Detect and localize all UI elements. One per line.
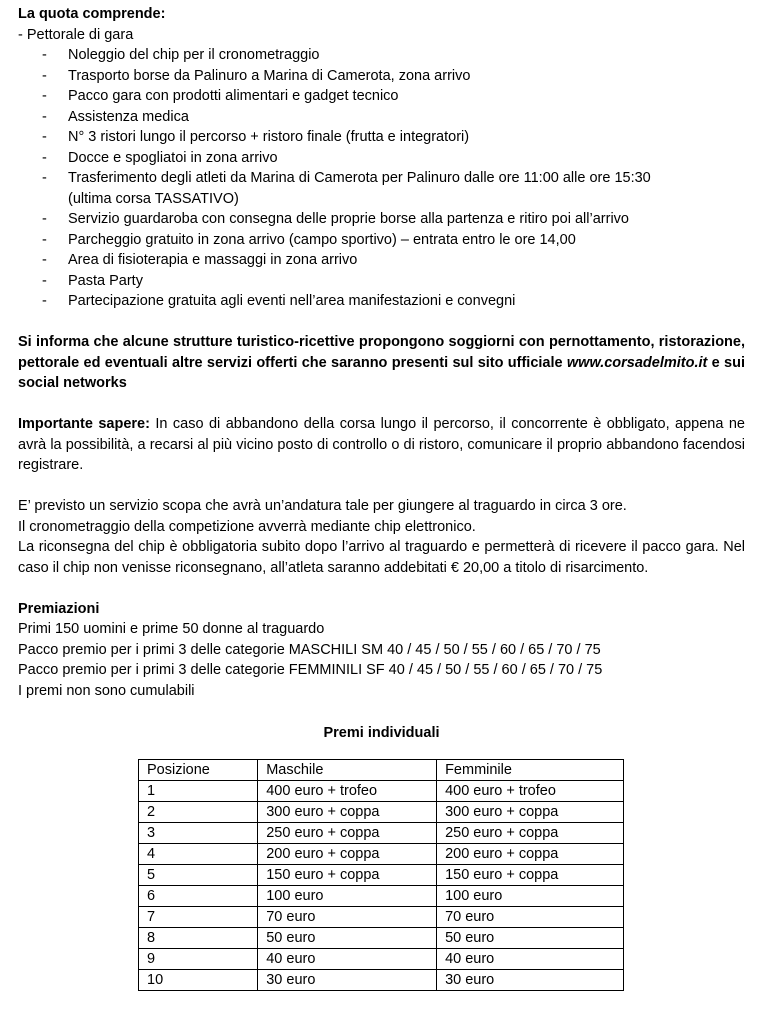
service-line-1: E’ previsto un servizio scopa che avrà un’andatura tale per giungere al traguardo in circa 3 ore. <box>18 498 627 514</box>
list-item-text: Pasta Party <box>68 272 143 289</box>
table-row <box>139 864 624 885</box>
list-item-text: Partecipazione gratuita agli eventi nell’area manifestazioni e convegni <box>68 293 516 309</box>
spacer <box>18 701 745 723</box>
spacer <box>18 394 745 415</box>
important-text: In caso di abbandono della corsa lungo il percorso, il concorrente è obbligato, appena ne avrà la possibilità, a recarsi al più vicino posto di controllo o di ristoro, comunicare il proprio abbandono facendosi registrare. <box>18 416 745 473</box>
table-cell: 5 <box>139 864 258 885</box>
table-cell: 4 <box>139 843 258 864</box>
list-item-text: Pacco gara con prodotti alimentari e gadget tecnico <box>68 88 399 104</box>
info-paragraph <box>18 332 745 394</box>
dash-marker: - <box>42 149 47 166</box>
dash-marker: - <box>42 88 47 104</box>
table-cell: 70 euro <box>437 906 624 927</box>
table-cell: 150 euro + coppa <box>258 864 437 885</box>
table-cell: 50 euro <box>437 927 624 948</box>
table-cell: 10 <box>139 969 258 990</box>
list-item-text: Assistenza medica <box>68 108 189 125</box>
table-cell: 400 euro + trofeo <box>258 780 437 801</box>
table-header-cell: Maschile <box>258 759 437 780</box>
prizes-table <box>138 759 624 991</box>
dash-marker: - <box>42 211 47 227</box>
list-item <box>18 148 745 169</box>
awards-heading: Premiazioni <box>18 600 100 617</box>
spacer <box>18 312 745 333</box>
spacer <box>18 476 745 497</box>
table-cell: 9 <box>139 948 258 969</box>
table-cell: 300 euro + coppa <box>437 801 624 822</box>
list-item-text: Servizio guardaroba con consegna delle proprie borse alla partenza e ritiro poi all’arrivo <box>68 211 629 227</box>
table-cell: 70 euro <box>258 906 437 927</box>
dash-marker: - <box>42 129 47 145</box>
list-item <box>18 127 745 148</box>
list-item <box>18 209 745 230</box>
list-item-text: Parcheggio gratuito in zona arrivo (campo sportivo) – entrata entro le ore 14,00 <box>68 231 576 248</box>
service-line-3: La riconsegna del chip è obbligatoria subito dopo l’arrivo al traguardo e permetterà di ricevere il pacco gara. Nel caso il chip non venisse riconsegnano, all’atleta saranno addebitati € 20,00 a titolo di risarcimento. <box>18 539 745 576</box>
table-row <box>139 780 624 801</box>
table-cell: 400 euro + trofeo <box>437 780 624 801</box>
table-header-row <box>139 759 624 780</box>
table-cell: 150 euro + coppa <box>437 864 624 885</box>
table-header-cell: Posizione <box>139 759 258 780</box>
table-header-cell: Femminile <box>437 759 624 780</box>
table-cell: 3 <box>139 822 258 843</box>
table-cell: 100 euro <box>437 885 624 906</box>
dash-marker: - <box>42 293 47 309</box>
included-first-item: - Pettorale di gara <box>18 26 134 43</box>
service-line-2: Il cronometraggio della competizione avverrà mediante chip elettronico. <box>18 518 476 535</box>
important-label: Importante sapere: <box>18 416 150 432</box>
list-item <box>18 168 745 209</box>
awards-line: Pacco premio per i primi 3 delle categorie MASCHILI SM 40 / 45 / 50 / 55 / 60 / 65 / 70 / 75 <box>18 641 601 658</box>
dash-marker: - <box>42 272 47 289</box>
table-cell: 50 euro <box>258 927 437 948</box>
awards-line: Primi 150 uomini e prime 50 donne al traguardo <box>18 621 325 637</box>
list-item-text: Noleggio del chip per il cronometraggio <box>68 47 320 63</box>
included-list <box>18 45 745 312</box>
important-paragraph <box>18 414 745 476</box>
included-heading: La quota comprende: <box>18 6 166 22</box>
table-cell: 40 euro <box>437 948 624 969</box>
list-item <box>18 86 745 107</box>
list-item <box>18 230 745 251</box>
table-cell: 8 <box>139 927 258 948</box>
table-cell: 2 <box>139 801 258 822</box>
document-page <box>18 4 745 991</box>
table-cell: 30 euro <box>437 969 624 990</box>
table-cell: 100 euro <box>258 885 437 906</box>
official-site-link[interactable]: www.corsadelmito.it <box>566 354 708 371</box>
dash-marker: - <box>42 108 47 125</box>
table-row <box>139 885 624 906</box>
list-item <box>18 45 745 66</box>
list-item <box>18 66 745 87</box>
dash-marker: - <box>42 67 47 84</box>
list-item-text: N° 3 ristori lungo il percorso + ristoro finale (frutta e integratori) <box>68 129 470 145</box>
dash-marker: - <box>42 252 47 268</box>
table-cell: 200 euro + coppa <box>437 843 624 864</box>
dash-marker: - <box>42 47 47 63</box>
list-item-text: Trasporto borse da Palinuro a Marina di Camerota, zona arrivo <box>68 67 471 84</box>
awards-line: I premi non sono cumulabili <box>18 682 195 699</box>
info-text: Si informa che alcune strutture turistico-ricettive propongono soggiorni con pernottamento, ristorazione, pettorale ed eventuali altre servizi offerti che saranno presenti sul sito ufficiale <box>18 334 745 371</box>
table-title: Premi individuali <box>323 725 440 741</box>
table-row <box>139 906 624 927</box>
list-item-text: Docce e spogliatoi in zona arrivo <box>68 149 278 166</box>
awards-line: Pacco premio per i primi 3 delle categorie FEMMINILI SF 40 / 45 / 50 / 55 / 60 / 65 / 70 / 75 <box>18 662 603 678</box>
table-row <box>139 927 624 948</box>
table-cell: 300 euro + coppa <box>258 801 437 822</box>
list-item-text: Trasferimento degli atleti da Marina di Camerota per Palinuro dalle ore 11:00 alle ore 15:30 <box>68 170 651 186</box>
table-row <box>139 969 624 990</box>
table-cell: 1 <box>139 780 258 801</box>
spacer <box>18 578 745 599</box>
dash-marker: - <box>42 170 47 186</box>
dash-marker: - <box>42 231 47 248</box>
table-cell: 6 <box>139 885 258 906</box>
list-item-continuation: (ultima corsa TASSATIVO) <box>68 190 239 207</box>
table-cell: 30 euro <box>258 969 437 990</box>
table-cell: 40 euro <box>258 948 437 969</box>
list-item <box>18 250 745 271</box>
list-item <box>18 291 745 312</box>
table-row <box>139 822 624 843</box>
table-cell: 250 euro + coppa <box>437 822 624 843</box>
list-item <box>18 271 745 292</box>
table-row <box>139 801 624 822</box>
table-row <box>139 843 624 864</box>
table-row <box>139 948 624 969</box>
table-cell: 7 <box>139 906 258 927</box>
table-cell: 250 euro + coppa <box>258 822 437 843</box>
list-item-text: Area di fisioterapia e massaggi in zona arrivo <box>68 252 358 268</box>
list-item <box>18 107 745 128</box>
table-cell: 200 euro + coppa <box>258 843 437 864</box>
info-tail: e sui social networks <box>18 354 746 391</box>
